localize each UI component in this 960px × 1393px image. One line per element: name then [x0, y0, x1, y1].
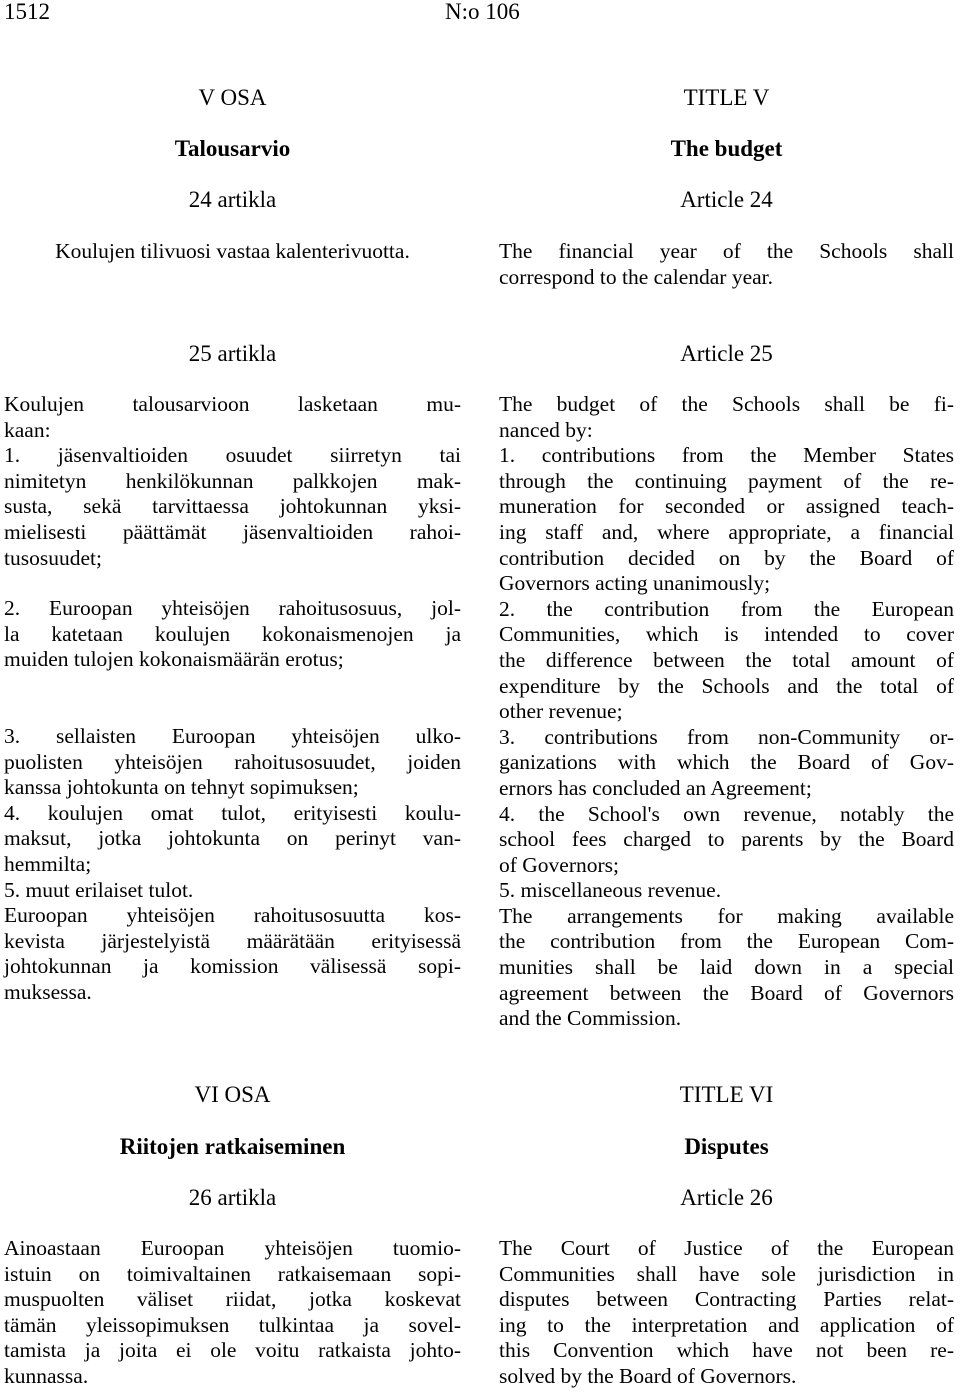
en-art24-heading: Article 24 [680, 187, 773, 212]
issue-number: N:o 106 [445, 0, 520, 24]
text-line: expenditure by the Schools and the total of [499, 673, 954, 698]
text-line: 4. the School's own revenue, notably the [499, 801, 954, 826]
text-line: 4. koulujen omat tulot, erityisesti koulu- [4, 800, 461, 825]
text-line: ernors has concluded an Agreement; [499, 775, 812, 800]
text-line: ing staff and, where appropriate, a financial [499, 519, 954, 544]
text-line: this Convention which have not been re- [499, 1338, 954, 1363]
en-art26-heading: Article 26 [680, 1185, 773, 1210]
fi-title-vi: VI OSA [194, 1082, 271, 1107]
en-art24-text [499, 239, 954, 290]
text-line: other revenue; [499, 699, 623, 724]
text-line: tusosuudet; [4, 545, 102, 570]
text-line: Koulujen talousarvioon lasketaan mu- [4, 392, 461, 416]
text-line: The budget of the Schools shall be fi- [499, 392, 954, 416]
text-line: Ainoastaan Euroopan yhteisöjen tuomio- [4, 1236, 461, 1260]
text-line: johtokunnan ja komission välisessä sopi- [4, 954, 461, 979]
en-title-vi: TITLE VI [679, 1082, 774, 1107]
text-line: 5. miscellaneous revenue. [499, 878, 722, 903]
text-line: the contribution from the European Com- [499, 929, 954, 954]
text-line: mielisesti päättämät jäsenvaltioiden rahoi- [4, 519, 461, 544]
text-line: tamista ja joita ei ole voitu ratkaista johto- [4, 1338, 461, 1363]
text-line: contribution decided on by the Board of [499, 545, 954, 570]
en-art25-text [499, 392, 954, 1032]
text-line: muneration for seconded or assigned teach- [499, 494, 954, 519]
text-line: The financial year of the Schools shall [499, 239, 954, 263]
text-line: nimitetyn henkilökunnan palkkojen mak- [4, 468, 461, 493]
text-line: la katetaan koulujen kokonaismenojen ja [4, 621, 461, 646]
fi-art24-heading: 24 artikla [188, 187, 277, 212]
page-header [4, 0, 954, 27]
text-line: 3. contributions from non-Community or- [499, 724, 954, 749]
text-line: istuin on toimivaltainen ratkaisemaan sopi- [4, 1261, 461, 1286]
fi-title-v-name: Talousarvio [174, 136, 291, 161]
text-line: correspond to the calendar year. [499, 264, 773, 289]
text-line: ganizations with which the Board of Gov- [499, 750, 954, 775]
text-line: Euroopan yhteisöjen rahoitusosuutta kos- [4, 903, 461, 928]
text-line: The Court of Justice of the European [499, 1236, 954, 1260]
text-line: disputes between Contracting Parties relat- [499, 1287, 954, 1312]
text-line: tämän yleissopimuksen tulkintaa ja sovel- [4, 1312, 461, 1337]
text-line: kaan: [4, 417, 51, 442]
text-line: Communities, which is intended to cover [499, 622, 954, 647]
fi-art26-heading: 26 artikla [188, 1185, 277, 1210]
fi-art25-heading: 25 artikla [188, 341, 277, 366]
page-number: 1512 [4, 0, 50, 24]
text-line: of Governors; [499, 852, 620, 877]
text-line: muiden tulojen kokonaismäärän erotus; [4, 647, 344, 672]
en-title-v-name: The budget [670, 136, 783, 161]
en-title-vi-name: Disputes [684, 1134, 769, 1159]
text-line: kunnassa. [4, 1363, 89, 1388]
text-line: muspuolten väliset riidat, jotka koskevat [4, 1287, 461, 1312]
text-line: 1. contributions from the Member States [499, 443, 954, 468]
text-line: school fees charged to parents by the Board [499, 827, 954, 852]
text-line: 1. jäsenvaltioiden osuudet siirretyn tai [4, 443, 461, 468]
text-line: muksessa. [4, 979, 92, 1004]
text-line: Communities shall have sole jurisdiction in [499, 1261, 954, 1286]
en-art26-text [499, 1236, 954, 1390]
text-line: kevista järjestelyistä määrätään erityisessä [4, 928, 461, 953]
text-line: through the continuing payment of the re- [499, 468, 954, 493]
text-line: agreement between the Board of Governors [499, 980, 954, 1005]
text-line: susta, sekä tarvittaessa johtokunnan yksi- [4, 494, 461, 519]
fi-title-vi-name: Riitojen ratkaiseminen [119, 1134, 346, 1159]
text-line: puolisten yhteisöjen rahoitusosuudet, joiden [4, 749, 461, 774]
text-line: Governors acting unanimously; [499, 571, 771, 596]
en-title-v: TITLE V [683, 85, 770, 110]
text-line: 3. sellaisten Euroopan yhteisöjen ulko- [4, 724, 461, 748]
text-line: kanssa johtokunta on tehnyt sopimuksen; [4, 775, 359, 800]
text-line: hemmilta; [4, 851, 92, 876]
text-line: the difference between the total amount of [499, 647, 954, 672]
fi-art24-text: Koulujen tilivuosi vastaa kalenterivuotta. [55, 239, 410, 263]
text-line: The arrangements for making available [499, 903, 954, 928]
text-line: 2. Euroopan yhteisöjen rahoitusosuus, jol- [4, 596, 461, 620]
text-line: ing to the interpretation and application of [499, 1312, 954, 1337]
text-line: munities shall be laid down in a special [499, 955, 954, 980]
text-line: maksut, jotka johtokunta on perinyt van- [4, 826, 461, 851]
fi-art26-text [4, 1236, 461, 1390]
fi-art25-rest [4, 724, 461, 1006]
text-line: nanced by: [499, 417, 593, 442]
text-line: solved by the Board of Governors. [499, 1363, 797, 1388]
fi-title-v: V OSA [198, 85, 267, 110]
fi-art25-intro [4, 392, 461, 571]
text-line: 5. muut erilaiset tulot. [4, 877, 194, 902]
en-art25-heading: Article 25 [680, 341, 773, 366]
text-line: and the Commission. [499, 1006, 682, 1031]
fi-art25-item2 [4, 596, 461, 673]
text-line: 2. the contribution from the European [499, 596, 954, 621]
